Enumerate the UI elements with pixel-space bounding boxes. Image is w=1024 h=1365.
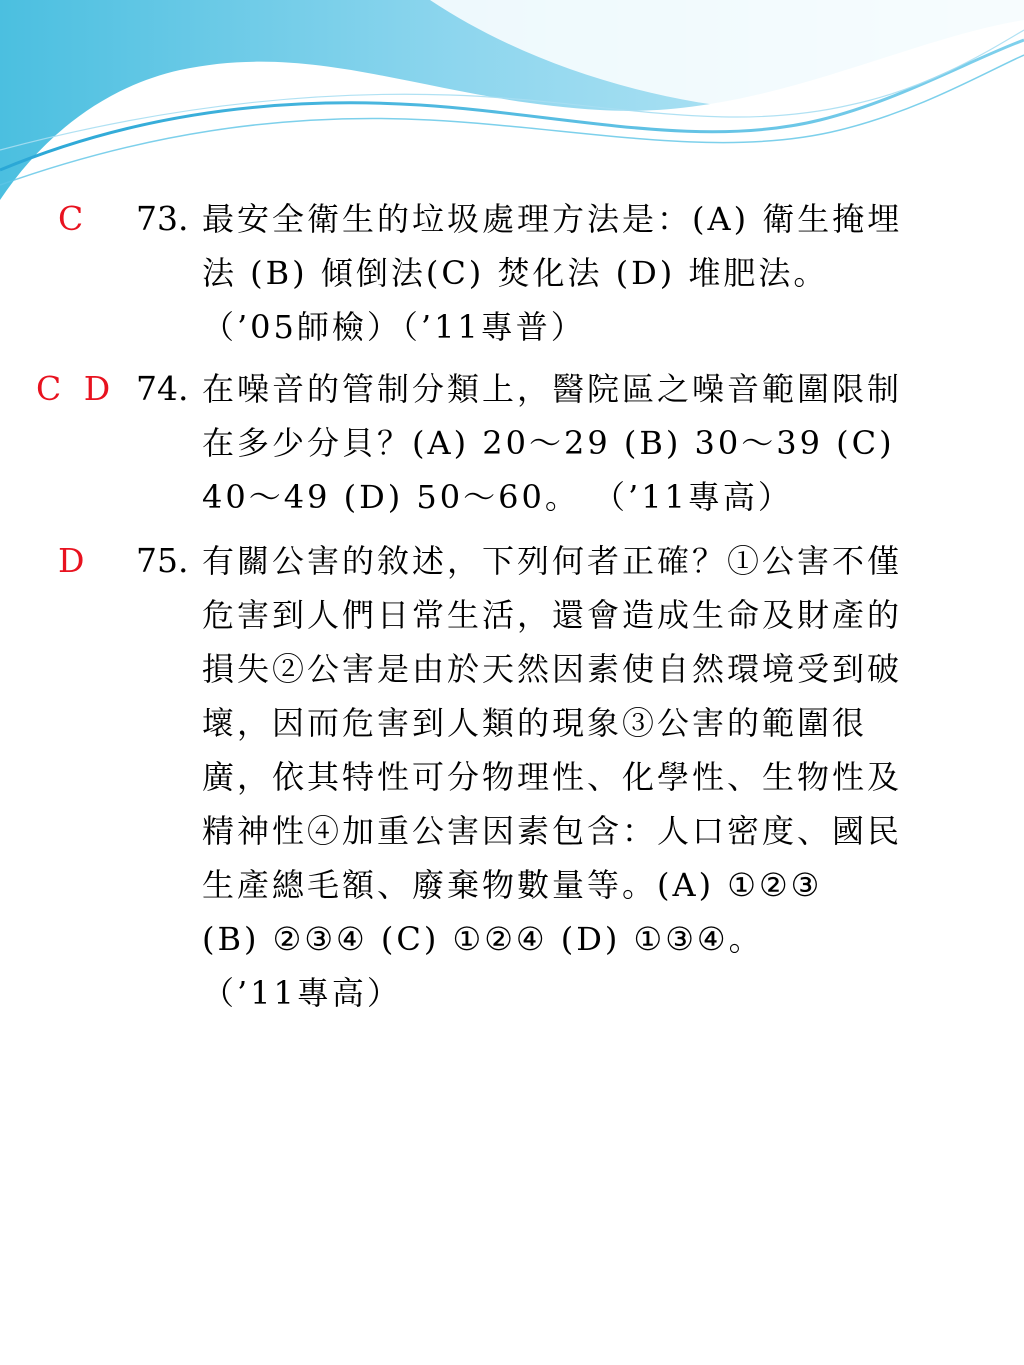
question-text-line: 有關公害的敘述，下列何者正確？①公害不僅 xyxy=(202,542,903,580)
question-number: 75. xyxy=(136,541,189,580)
question-text-line: 最安全衛生的垃圾處理方法是：(A) 衛生掩埋 xyxy=(202,200,903,238)
header-wave-decoration xyxy=(0,0,1024,210)
question-text-line: 廣，依其特性可分物理性、化學性、生物性及 xyxy=(202,758,903,796)
question-text-line: 損失②公害是由於天然因素使自然環境受到破 xyxy=(202,650,903,688)
answer-key: C D xyxy=(36,369,117,408)
question-text-line: 40～49 (D) 50～60。 （’11專高） xyxy=(202,478,793,516)
question-text-line: 生產總毛額、廢棄物數量等。(A) ①②③ xyxy=(202,866,823,904)
answer-key: D xyxy=(58,541,91,580)
question-text xyxy=(202,534,972,1020)
question-text-line: 壞，因而危害到人類的現象③公害的範圍很 xyxy=(202,704,868,742)
question-text xyxy=(202,192,972,354)
question-number: 74. xyxy=(136,369,189,408)
answer-key: C xyxy=(58,199,90,238)
question-text-line: 法 (B) 傾倒法(C) 焚化法 (D) 堆肥法。 xyxy=(202,254,829,292)
question-text-line: （’11專高） xyxy=(202,974,402,1012)
question-text-line: 在噪音的管制分類上，醫院區之噪音範圍限制 xyxy=(202,370,903,408)
question-number: 73. xyxy=(136,199,189,238)
question-text xyxy=(202,362,972,524)
question-text-line: （’05師檢）（’11專普） xyxy=(202,308,586,346)
question-text-line: (B) ②③④ (C) ①②④ (D) ①③④。 xyxy=(202,920,764,958)
question-text-line: 在多少分貝？(A) 20～29 (B) 30～39 (C) xyxy=(202,424,895,462)
question-text-line: 危害到人們日常生活，還會造成生命及財產的 xyxy=(202,596,903,634)
question-text-line: 精神性④加重公害因素包含：人口密度、國民 xyxy=(202,812,903,850)
